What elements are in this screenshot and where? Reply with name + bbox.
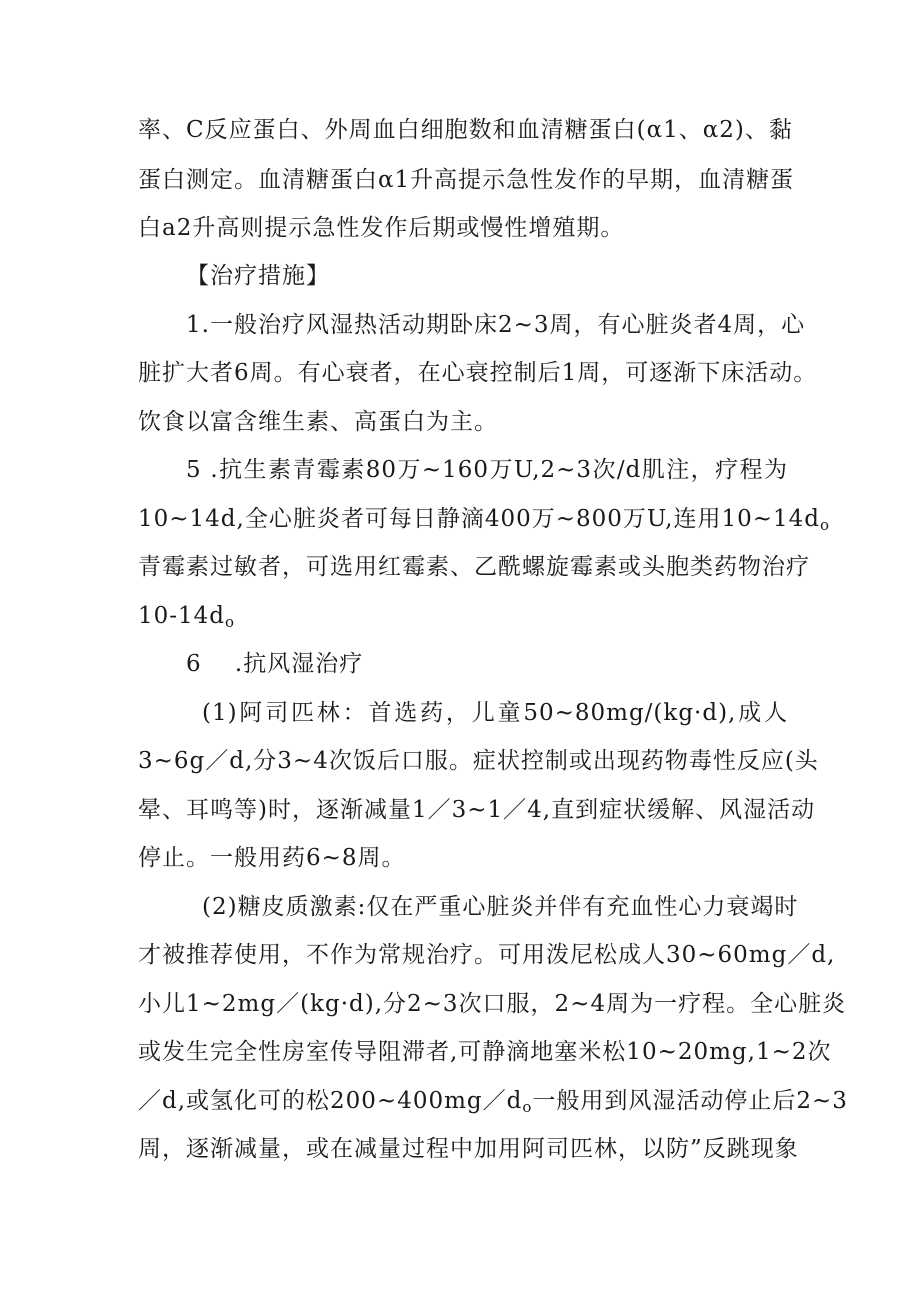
paragraph-line: 青霉素过敏者，可选用红霉素、乙酰螺旋霉素或头胞类药物治疗 [138,554,810,580]
subscript-mark: o [820,516,831,534]
paragraph-line: 晕、耳鸣等)时，逐渐减量1／3~1／4,直到症状缓解、风湿活动 [138,797,816,823]
paragraph-line: 才被推荐使用，不作为常规治疗。可用泼尼松成人30~60mg／d, [138,942,836,968]
paragraph-line: 饮食以富含维生素、高蛋白为主。 [138,409,498,435]
paragraph-line: 脏扩大者6周。有心衰者，在心衰控制后1周，可逐渐下床活动。 [138,360,818,386]
subscript-mark: o [225,613,236,631]
line-text: 10-14d [138,603,226,629]
paragraph-line: 周，逐渐减量，或在减量过程中加用阿司匹林，以防”反跳现象 [138,1136,799,1162]
section-heading: 【治疗措施】 [186,263,330,289]
paragraph-line: (1)阿司匹林：首选药，儿童50~80mg/(kg·d),成人 [202,700,788,726]
paragraph-line: (2)糖皮质激素:仅在严重心脏炎并伴有充血性心力衰竭时 [202,894,799,920]
paragraph-line: 白a2升高则提示急性发作后期或慢性增殖期。 [138,215,625,241]
paragraph-line: 小儿1~2mg／(kg·d),分2~3次口服，2~4周为一疗程。全心脏炎 [138,991,847,1017]
paragraph-line: 5 .抗生素青霉素80万~160万U,2~3次/d肌注，疗程为 [186,457,788,483]
paragraph-line: 蛋白测定。血清糖蛋白α1升高提示急性发作的早期，血清糖蛋 [138,167,795,193]
paragraph-line [138,1081,848,1121]
paragraph-line [138,596,788,636]
line-text: 10~14d,全心脏炎者可每日静滴400万~800万U,连用10~14d [138,506,821,532]
line-text: ／d,或氢化可的松200~400mg／d [138,1088,523,1114]
paragraph-line [138,499,831,539]
paragraph-line: 3~6g／d,分3~4次饭后口服。症状控制或出现药物毒性反应(头 [138,748,819,774]
paragraph-line: 率、C反应蛋白、外周血白细胞数和血清糖蛋白(α1、α2)、黏 [138,117,793,143]
section-heading: 6 .抗风湿治疗 [186,651,364,677]
subscript-mark: o [522,1098,533,1116]
paragraph-line: 停止。一般用药6~8周。 [138,845,406,871]
paragraph-line: 或发生完全性房室传导阻滞者,可静滴地塞米松10~20mg,1~2次 [138,1039,832,1065]
paragraph-line: 1.一般治疗风湿热活动期卧床2~3周，有心脏炎者4周，心 [186,312,806,338]
line-text: 一般用到风湿活动停止后2~3 [532,1088,848,1114]
